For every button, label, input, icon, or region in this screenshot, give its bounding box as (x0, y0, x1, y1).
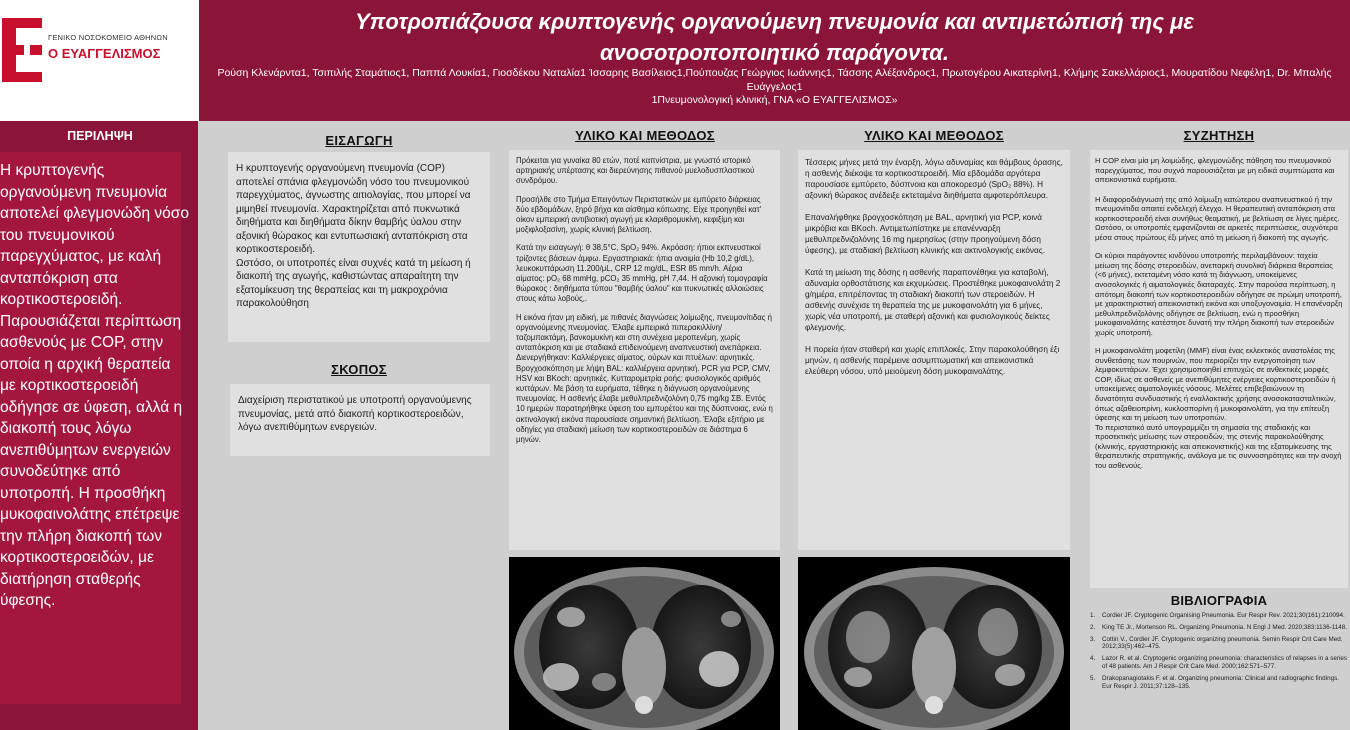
intro-heading: ΕΙΣΑΓΩΓΗ (325, 133, 393, 148)
ct-scan-image-1 (509, 557, 780, 730)
poster-header (199, 0, 1350, 121)
reference-item (1090, 655, 1348, 671)
abstract-heading: ΠΕΡΙΛΗΨΗ (67, 129, 133, 143)
reference-text: Drakopanagiotakis F. et al. Organizing pneumonia: Clinical and radiographic findings. Eur Respir J. 2011;37:128–135. (1102, 674, 1339, 690)
methods1-paragraph-1: Πρόκειται για γυναίκα 80 ετών, ποτέ καπνίστρια, με γνωστό ιστορικό αρτηριακής υπέρτασης και διερεύνησης πιθανού μυελοδυσπλαστικού συνδρόμου. (516, 156, 755, 186)
discussion-heading: ΣΥΖΗΤΗΣΗ (1183, 128, 1255, 143)
methods2-paragraph-4: Η πορεία ήταν σταθερή και χωρίς επιπλοκές. Στην παρακολούθηση έξι μηνών, η ασθενής παρέμεινε ασυμπτωματική και απεικονιστικά ελεύθερη νόσου, υπό μειούμενη δόση μυκοφαινολάτης. (805, 345, 1060, 376)
abstract-text: Η κρυπτογενής οργανούμενη πνευμονία αποτελεί φλεγμονώδη νόσο του πνευμονικού παρεγχύματος, με καλή ανταπόκριση στα κορτικοστεροειδή. Παρουσιάζεται περίπτωση ασθενούς με COP, στην οποία η αρχική θεραπεία με κορτικοστεροειδή οδήγησε σε ύφεση, αλλά η διακοπή τους λόγω ανεπιθύμητων ενεργειών συνοδεύτηκε από υποτροπή. Η προσθήκη μυκοφαινολάτης επέτρεψε την πλήρη διακοπή των κορτικοστεροειδών, με διατήρηση σταθερής ύφεσης. (0, 162, 189, 609)
aim-text: Διαχείριση περιστατικού με υποτροπή οργανούμενης πνευμονίας, μετά από διακοπή κορτικοστεροειδών, λόγω ανεπιθύμητων ενεργειών. (238, 395, 472, 433)
aim-box (230, 384, 490, 456)
abstract-box (0, 152, 189, 704)
methods1-paragraph-3: Κατά την εισαγωγή: θ 38,5°C, SpO₂ 94%. Ακρόαση: ήπιοι εκπνευστικοί τρίζοντες βάσεων άμφω. Εργαστηριακά: ήπια αναιμία (Hb 10,2 g/dL), λευκοκυττάρωση 11.200/μL, CRP 12 mg/dL, ESR 85 mm/h. Αέρια αίματος: pO₂ 68 mmHg, pCO₂ 35 mmHg, pH 7,44. Η αξονική τομογραφία θώρακος : διηθήματα τύπου "θαμβής ύαλου" και πυκνωτικές αλλοιώσεις στους κάτω λοβούς,. (516, 243, 768, 304)
reference-text: Lazor R. et al. Cryptogenic organizing pneumonia: characteristics of relapses in a series of 48 patients. Am J Respir Crit Care Med. 2000;162:571–577. (1102, 655, 1348, 670)
reference-number: 5. (1090, 674, 1096, 682)
discussion-paragraph-3: Οι κύριοι παράγοντες κινδύνου υποτροπής περιλαμβάνουν: ταχεία μείωση της δόσης στεροειδών, ανεπαρκή συνολική διάρκεια θεραπείας (<6 μήνες), εκτεταμένη νόσο κατά τη διάγνωση, υποκείμενες ανοσολογικές ή αιματολογικές διαταραχές. Στην παρούσα περίπτωση, η απότομη διακοπή των κορτικοστεροειδών οδήγησε σε πρώιμη υποτροπή, με χαρακτηριστική απεικονιστική εικόνα και υποξυγοναιμία. Η επανέναρξη μεθυλπρεδνιζολόνης οδήγησε σε βελτίωση, ενώ η προσθήκη μυκοφαινολάτης κατέστησε δυνατή την πλήρη διακοπή των στεροειδών χωρίς υποτροπή. (1095, 251, 1343, 337)
discussion-paragraph-1: Η COP είναι μία μη λοιμώδης, φλεγμονώδης πάθηση του πνευμονικού παρεγχύματος, που συχνά παρουσιάζεται με μη ειδικά συμπτώματα και απεικονιστικά ευρήματα. (1095, 156, 1335, 185)
reference-number: 2. (1090, 623, 1096, 631)
methods-heading-1: ΥΛΙΚΟ ΚΑΙ ΜΕΘΟΔΟΣ (575, 128, 715, 143)
authors: Ρούση Κλενάρντα1, Τσιπιλής Σταμάτιος1, Παππά Λουκία1, Γιοσδέκου Ναταλία1 Ίσσαρης Βασίλειος1,Πούπουζας Γεώργιος Ιωάννης1, Τάσσης Αλέξανδρος1, Πρωτογέρου Αικατερίνη1, Κλήμης Σακελλάριος1, Μουρατίδου Νεφέλη1, Dr. Μπαλής Ευάγγελος1 (217, 67, 1332, 93)
reference-text: Cottin V., Cordier JF. Cryptogenic organizing pneumonia. Semin Respir Crit Care Med. 2012;33(5):462–475. (1102, 635, 1343, 651)
discussion-box (1090, 150, 1348, 588)
discussion-paragraph-5: Το περιστατικό αυτό υπογραμμίζει τη σημασία της σταδιακής και προσεκτικής μείωσης των στεροειδών, της στενής παρακολούθησης (κλινικής, εργαστηριακής και απεικονιστικής) και της εξατομίκευσης της θεραπευτικής στρατηγικής, ανάλογα με τις συννοσηρότητες και την ανοχή του ασθενούς. (1095, 422, 1342, 470)
methods-box-2 (798, 150, 1070, 550)
methods2-paragraph-2: Επαναλήφθηκε βρογχοσκόπηση με BAL, αρνητική για PCP, κοινά μικρόβια και BKoch. Αντιμετωπίστηκε με επανένναρξη μεθυλπρεδνιζολόνης 16 mg ημερησίως (στην προηγούμενη δόση ύφεσης), με σταδιακή βελτίωση κλινικής και ακτινολογικής εικόνας. (805, 213, 1045, 255)
reference-text: Cordier JF. Cryptogenic Organising Pneumonia. Eur Respir Rev. 2021;30(161):210094. (1102, 612, 1345, 619)
reference-text: King TE Jr., Mortenson RL. Organizing Pneumonia. N Engl J Med. 2020;383:1136-1148. (1102, 623, 1348, 631)
reference-number: 1. (1090, 612, 1096, 619)
methods2-paragraph-1: Τέσσερις μήνες μετά την έναρξη, λόγω αδυναμίας και θάμβους όρασης, η ασθενής διέκοψε τα κορτικοστεροειδή. Μία εβδομάδα αργότερα παρουσίασε εμπύρετο, δύσπνοια και αποκορεσμό (SpO₂ 88%). Η αξονική θώρακος ανέδειξε εκτεταμένα διηθήματα αμφοτερόπλευρα. (805, 158, 1063, 200)
reference-item (1090, 636, 1348, 652)
logo-line-1: ΓΕΝΙΚΟ ΝΟΣΟΚΟΜΕΙΟ ΑΘΗΝΩΝ (48, 33, 168, 42)
intro-box (228, 152, 490, 342)
methods1-paragraph-2: Προσήλθε στο Τμήμα Επειγόντων Περιστατικών με εμπύρετο διάρκειας δύο εβδομάδων, ξηρό βήχα και αίσθημα κόπωσης. Είχε προηγηθεί κατ' οίκον εμπειρική αντιβιοτική αγωγή με κλαριθρομυκίνη, κεφιξίμη και μοξιφλοξασίνη, χωρίς κλινική βελτίωση. (516, 194, 762, 235)
references-heading: ΒΙΒΛΙΟΓΡΑΦΙΑ (1170, 593, 1268, 608)
reference-list (1090, 612, 1348, 694)
hospital-logo (0, 0, 199, 121)
reference-number: 3. (1090, 635, 1096, 643)
aim-heading: ΣΚΟΠΟΣ (331, 362, 387, 377)
reference-item (1090, 624, 1348, 632)
reference-item (1090, 612, 1348, 620)
ct-scan-image-2 (798, 557, 1070, 730)
poster-title: Υποτροπιάζουσα κρυπτογενής οργανούμενη πνευμονία και αντιμετώπισή της με ανοσοτροποποιητικό παράγοντα. (355, 9, 1194, 65)
reference-item (1090, 675, 1348, 691)
cross-logo-icon (2, 18, 42, 82)
discussion-paragraph-2: Η διαφοροδιάγνωσή της από λοίμωξη κατώτερου αναπνευστικού ή την πνευμονίτιδα απαιτεί ενδελεχή έλεγχο. Η θεραπευτική ανταπόκριση στα κορτικοστεροειδή είναι συνήθως θεαματική, με βελτίωση σε λίγες ημέρες. Ωστόσο, οι υποτροπές εμφανίζονται σε αρκετές περιπτώσεις, συχνότερα μέσα στους πρώτους έξι μήνες από τη μείωση ή διακοπή της αγωγής. (1095, 194, 1340, 242)
methods-heading-2: ΥΛΙΚΟ ΚΑΙ ΜΕΘΟΔΟΣ (864, 128, 1004, 143)
reference-number: 4. (1090, 655, 1096, 663)
methods-box-1 (509, 150, 780, 550)
abstract-panel (0, 121, 198, 730)
discussion-paragraph-4: Η μυκοφαινολάτη μοφετίλη (MMF) είναι ένας εκλεκτικός αναστολέας της συνθετάσης των πουρινών, που περιορίζει την ενεργοποίηση των λεμφοκυττάρων. Έχει χρησιμοποιηθεί επιτυχώς σε ανθεκτικές μορφές COP, ιδίως σε ασθενείς με ανεπιθύμητες ενέργειες κορτικοστεροειδών ή υποκείμενες αιματολογικές νόσους. Μελέτες επιβεβαιώνουν τη δυνατότητα συνδυαστικής ή εναλλακτικής χρήσης ανοσοκατασταλτικών, όπως αζαθειοπρίνη, κυκλοσπορίνη ή μυκοφαινολάτη, για την επίτευξη ύφεσης και τη μείωση των υποτροπών. (1095, 346, 1336, 423)
author-list (209, 67, 1340, 108)
logo-line-2: Ο ΕΥΑΓΓΕΛΙΣΜΟΣ (48, 46, 161, 61)
affiliation: 1Πνευμονολογική κλινική, ΓΝΑ «Ο ΕΥΑΓΓΕΛΙΣΜΟΣ» (651, 94, 898, 106)
intro-paragraph-2: Ωστόσο, οι υποτροπές είναι συχνές κατά τη μείωση ή διακοπή της αγωγής, καθιστώντας απαραίτητη την εξατομίκευση της θεραπείας και τη μακροχρόνια παρακολούθηση (236, 257, 471, 309)
intro-paragraph-1: Η κρυπτογενής οργανούμενη πνευμονία (COP) αποτελεί σπάνια φλεγμονώδη νόσο του πνευμονικού παρεγχύματος, άγνωστης αιτιολογίας, που μπορεί να μιμηθεί πνευμονία. Χαρακτηρίζεται από πυκνωτικά διηθήματα και διηθήματα δίκην θαμβής ύαλου στην αξονική θώρακος και εντυπωσιακή ανταπόκριση στα κορτικοστεροειδή. (236, 163, 471, 255)
methods2-paragraph-3: Κατά τη μείωση της δόσης η ασθενής παραπονέθηκε για καταβολή, αδυναμία ορθοστάτισης και εκχυμώσεις. Προστέθηκε μυκοφαινολάτη 2 g/ημέρα, επιτρέποντας τη σταδιακή διακοπή των στεροειδών. Η ασθενής συνέχισε τη θεραπεία της με μυκοφαινολάτη για 6 μήνες, χωρίς νέα υποτροπή, με σταθερή αξονική και φυσιολογικούς δείκτες φλεγμονής. (805, 268, 1061, 332)
methods1-paragraph-4: Η εικόνα ήταν μη ειδική, με πιθανές διαγνώσεις λοίμωξης, πνευμονίτιδας ή οργανούμενης πνευμονίας. Έλαβε εμπειρικά πιπερακιλλίνη/ταζομπακτάμη, βανκομυκίνη και στη συνέχεια μεροπενέμη, χωρίς ανταπόκριση και με σταδιακά επιδεινούμενη αναπνευστική ανεπάρκεια. Διενεργήθηκαν: Καλλιέργειες αίματος, ούρων και πτυέλων: αρνητικές. Βρογχοσκόπηση με λήψη BAL: καλλιέργεια αρνητική. PCR για PCP, CMV, HSV και BKoch: αρνητικές. Κυτταρομετρία ροής: φυσιολογικός αριθμός κυττάρων. Με βάση τα ευρήματα, τέθηκε η διάγνωση οργανούμενης πνευμονίας. Η ασθενής έλαβε μεθυλπρεδνιζολόνη 0,75 mg/kg ΣΒ. Εντός 10 ημερών παρατηρήθηκε ύφεση του εμπυρέτου και της δύσπνοιας, ενώ η ακτινολογική εικόνα παρουσίασε σημαντική βελτίωση. Έλαβε εξιτήριο με οδηγίες για σταδιακή μείωση των κορτικοστεροειδών σε διάστημα 6 μηνών. (516, 312, 773, 445)
